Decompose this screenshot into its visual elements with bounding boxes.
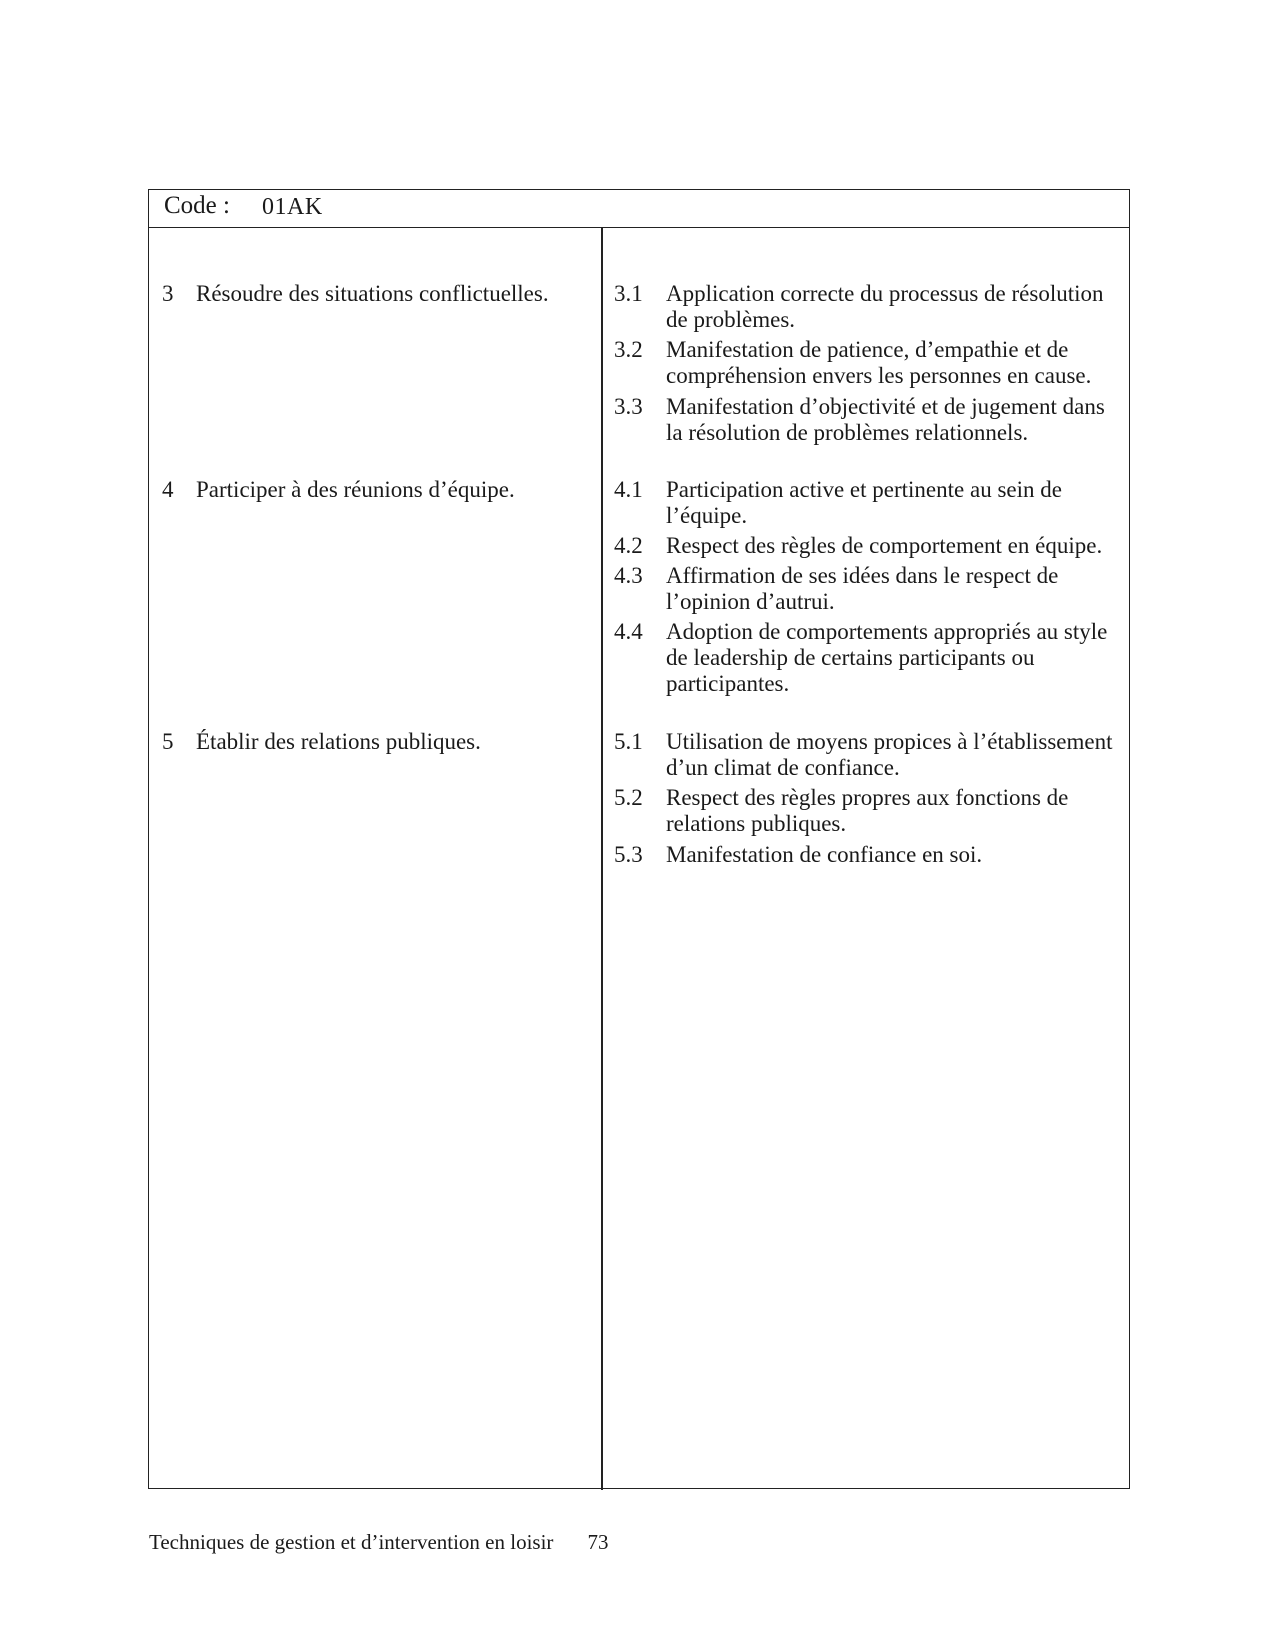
criterion-text: Adoption de comportements appropriés au style de leadership de certains participants ou participantes. (666, 619, 1108, 696)
criterion-text: Affirmation de ses idées dans le respect de l’opinion d’autrui. (666, 563, 1059, 614)
criterion-text: Participation active et pertinente au sein de l’équipe. (666, 477, 1062, 528)
element-number: 3 (162, 281, 174, 306)
criterion-number: 4.3 (614, 563, 643, 588)
page-number: 73 (587, 1530, 609, 1554)
code-value: 01AK (262, 194, 323, 220)
criterion-text: Application correcte du processus de résolution de problèmes. (666, 281, 1104, 332)
criterion-text: Utilisation de moyens propices à l’établissement d’un climat de confiance. (666, 729, 1113, 780)
code-label: Code : (164, 192, 230, 219)
element-number: 4 (162, 477, 174, 502)
element-text: Résoudre des situations conflictuelles. (196, 281, 549, 306)
criterion-text: Manifestation de confiance en soi. (666, 842, 983, 867)
criterion-text: Manifestation de patience, d’empathie et de compréhension envers les personnes en cause. (666, 337, 1092, 388)
criterion-number: 4.1 (614, 477, 643, 502)
criterion-number: 3.1 (614, 281, 643, 306)
column-divider (601, 228, 603, 1490)
criterion-number: 5.1 (614, 729, 643, 754)
element-text: Participer à des réunions d’équipe. (196, 477, 515, 502)
code-header-row (149, 190, 1129, 228)
criterion-number: 4.4 (614, 619, 643, 644)
criterion-number: 5.3 (614, 842, 643, 867)
element-text: Établir des relations publiques. (196, 729, 481, 754)
criterion-text: Respect des règles de comportement en équipe. (666, 533, 1103, 558)
element-number: 5 (162, 729, 174, 754)
footer-title: Techniques de gestion et d’intervention en loisir (149, 1530, 554, 1554)
page-footer (149, 1530, 608, 1555)
criterion-number: 3.3 (614, 394, 643, 419)
competency-table (148, 189, 1130, 1489)
criterion-text: Respect des règles propres aux fonctions de relations publiques. (666, 785, 1069, 836)
criterion-text: Manifestation d’objectivité et de jugement dans la résolution de problèmes relationnels. (666, 394, 1105, 445)
criterion-number: 4.2 (614, 533, 643, 558)
criterion-number: 5.2 (614, 785, 643, 810)
criterion-number: 3.2 (614, 337, 643, 362)
